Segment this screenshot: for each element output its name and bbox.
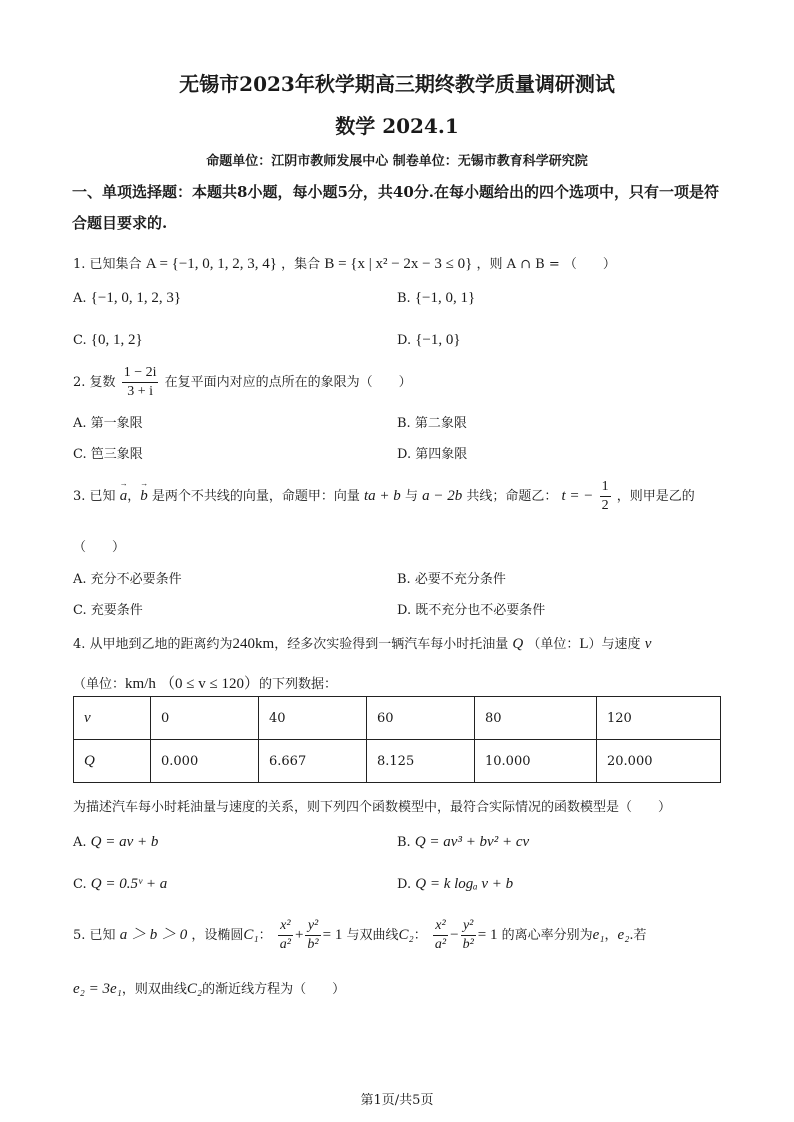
q5-colon-2: ： (413, 928, 427, 943)
q1-option-c-text: {0, 1, 2} (90, 332, 143, 348)
table-cell: 60 (367, 697, 475, 740)
q3-suffix: ，则甲是乙的 (616, 489, 695, 504)
q4-range: （0 ≤ v ≤ 120） (160, 676, 259, 692)
q2-option-d-text: 第四象限 (415, 447, 468, 462)
q5-c1: C₁ (243, 927, 259, 943)
q1-mid: ，集合 (281, 257, 321, 272)
q3-expr1: ta + b (364, 488, 401, 504)
question-5-line-2 (73, 978, 345, 998)
q4-speed-unit: km/h (125, 676, 156, 692)
q2-option-b (397, 412, 467, 431)
q3-option-a (73, 568, 182, 587)
q2-option-d-label: D. (397, 447, 412, 462)
q3-fraction (600, 478, 611, 515)
q5-y2: y² (305, 917, 320, 936)
q2-denominator: 3 + i (127, 384, 153, 399)
q5-b2-2: b² (462, 937, 474, 952)
q3-option-b-text: 必要不充分条件 (414, 572, 506, 587)
q4-data-table (73, 696, 721, 783)
q2-option-a (73, 412, 143, 431)
exam-subtitle: 数学 2024.1 (335, 114, 459, 138)
q4-unit-l: L (579, 636, 589, 652)
table-cell: 20.000 (597, 740, 721, 783)
q5-tail: .若 (629, 928, 647, 943)
q5-x2-2: x² (433, 917, 448, 936)
q4-option-d (397, 876, 513, 893)
q5-eq1-2: = 1 (477, 927, 498, 943)
question-2 (73, 364, 412, 401)
question-1 (73, 253, 616, 273)
q5-eq1: = 1 (322, 927, 343, 943)
table-cell: Q (74, 740, 151, 783)
q3-option-b (397, 568, 506, 587)
q2-option-a-label: A. (73, 416, 87, 431)
q1-option-c-label: C. (73, 333, 87, 348)
q5-frac-x (278, 917, 293, 954)
q3-option-d (397, 599, 545, 618)
q4-option-b (397, 834, 529, 851)
table-cell: 40 (259, 697, 367, 740)
q2-option-c-label: C. (73, 447, 87, 462)
q5-x2: x² (278, 917, 293, 936)
q3-option-c-label: C. (73, 603, 87, 618)
q5-line2-suffix: 的渐近线方程为（ ） (202, 982, 346, 997)
q2-fraction (122, 364, 159, 401)
q5-frac-y-2 (461, 917, 476, 954)
q4-option-a (73, 834, 158, 851)
q3-option-b-label: B. (397, 572, 411, 587)
q3-vector-a: → a (120, 488, 128, 505)
q5-condition: a ＞ b ＞ 0 (119, 927, 188, 943)
q4-prefix: 4. 从甲地到乙地的距离约为 (73, 637, 233, 652)
q2-prefix: 2. 复数 (73, 375, 116, 390)
table-cell: v (74, 697, 151, 740)
q5-e2: e₂ (617, 927, 630, 943)
q3-option-a-text: 充分不必要条件 (90, 572, 182, 587)
table-cell: 8.125 (367, 740, 475, 783)
q1-option-a-label: A. (73, 291, 87, 306)
q5-frac-y (305, 917, 320, 954)
q4-question-text: 为描述汽车每小时耗油量与速度的关系，则下列四个函数模型中，最符合实际情况的函数模型是（ ） (73, 800, 672, 815)
q2-option-b-label: B. (397, 416, 411, 431)
q4-v-symbol: v (644, 636, 652, 652)
question-3 (73, 478, 695, 515)
q3-mid2: 与 (404, 489, 418, 504)
q2-numerator: 1 − 2i (122, 364, 159, 383)
q4-unit-open: （单位： (527, 637, 580, 652)
q3-option-a-label: A. (73, 572, 87, 587)
exam-title: 无锡市2023年秋学期高三期终教学质量调研测试 (179, 72, 615, 96)
q3-option-d-label: D. (397, 603, 412, 618)
q1-suffix: ，则 A ∩ B = （ ） (476, 257, 616, 272)
q3-option-c-text: 充要条件 (90, 603, 143, 618)
q1-set-b: B = {x | x² − 2x − 3 ≤ 0} (324, 256, 473, 272)
page-number: 第1页/共5页 (360, 1093, 434, 1108)
q4-option-d-text: Q = k logₐ v + b (415, 876, 514, 892)
q1-option-b (397, 290, 475, 307)
q3-prefix: 3. 已知 (73, 489, 116, 504)
q5-prefix: 5. 已知 (73, 928, 116, 943)
question-5: 5. 已知 a ＞ b ＞ 0 ，设椭圆C₁： $\frac{\text{x²}}{\text{a²}}$ + $\frac{\text{y²}}{\text{b²}}$ = 1 与双曲线C₂： $\frac{\text{x²}}{\text{a²}}$ − $\frac{\text{y²}}{\text{b²}}$ = 1 的离心率分别为e₁，e₂.若 (73, 918, 647, 952)
table-row (74, 697, 721, 740)
q5-plus: + (294, 927, 304, 943)
q3-expr2: a − 2b (422, 488, 463, 504)
q3-t-numerator: 1 (600, 478, 611, 497)
q5-mid2: 与双曲线 (346, 928, 399, 943)
q5-minus: − (450, 927, 459, 943)
table-cell: 6.667 (259, 740, 367, 783)
table-cell: 120 (597, 697, 721, 740)
q3-option-d-text: 既不充分也不必要条件 (415, 603, 546, 618)
table-row (74, 740, 721, 783)
q1-option-a (73, 290, 181, 307)
q1-set-a: A = {−1, 0, 1, 2, 3, 4} (145, 256, 278, 272)
q5-frac-x-2 (433, 917, 448, 954)
table-cell: 10.000 (475, 740, 597, 783)
q4-mid: ，经多次实验得到一辆汽车每小时托油量 (274, 637, 509, 652)
q2-option-c (73, 443, 143, 462)
q4-option-c-text: Q = 0.5ᵛ + a (90, 876, 168, 892)
q3-mid3: 共线；命题乙： (466, 489, 558, 504)
q4-option-a-label: A. (73, 835, 87, 850)
q3-vector-b: → b (140, 488, 148, 505)
q2-option-a-text: 第一象限 (90, 416, 143, 431)
q1-option-b-text: {−1, 0, 1} (414, 290, 476, 306)
q2-suffix: 在复平面内对应的点所在的象限为（ ） (164, 375, 412, 390)
q3-t-denominator: 2 (601, 498, 609, 513)
table-cell: 0 (151, 697, 259, 740)
q5-mid1: ，设椭圆 (191, 928, 244, 943)
q5-y2-2: y² (461, 917, 476, 936)
q1-prefix: 1. 已知集合 (73, 257, 142, 272)
q5-line2-mid: ，则双曲线 (121, 982, 187, 997)
table-cell: 80 (475, 697, 597, 740)
question-4 (73, 633, 651, 653)
q2-option-d (397, 443, 467, 462)
q3-mid1: 是两个不共线的向量，命题甲：向量 (151, 489, 360, 504)
q5-mid3: 的离心率分别为 (501, 928, 593, 943)
q5-a2: a² (279, 937, 291, 952)
q5-line2-expr: e₂ = 3e₁ (73, 981, 122, 997)
q5-c2: C₂ (398, 927, 414, 943)
q1-option-c (73, 332, 143, 349)
q4-line2-suffix: 的下列数据： (258, 677, 337, 692)
section-heading: 一、单项选择题：本题共8小题，每小题5分，共40分.在每小题给出的四个选项中，只有一项是符合题目要求的. (72, 183, 719, 232)
q4-option-c (73, 876, 167, 893)
q3-bracket: （ ） (73, 540, 126, 555)
q4-line2-prefix: （单位： (73, 677, 126, 692)
q1-option-a-text: {−1, 0, 1, 2, 3} (90, 290, 182, 306)
q5-b2: b² (307, 937, 319, 952)
exam-units: 命题单位：江阴市教师发展中心 制卷单位：无锡市教育科学研究院 (206, 154, 588, 169)
table-cell: 0.000 (151, 740, 259, 783)
q4-option-b-text: Q = av³ + bv² + cv (414, 834, 530, 850)
q1-option-d (397, 332, 461, 349)
q4-option-d-label: D. (397, 877, 412, 892)
q5-line2-c2: C₂ (186, 981, 203, 997)
q1-option-d-label: D. (397, 333, 412, 348)
q2-option-b-text: 第二象限 (414, 416, 467, 431)
q5-e1: e₁ (592, 927, 605, 943)
q3-t-eq: t = − (561, 488, 594, 504)
q1-option-b-label: B. (397, 291, 411, 306)
q5-a2-2: a² (434, 937, 447, 952)
q5-colon: ： (258, 928, 272, 943)
q2-option-c-text: 笆三象限 (90, 447, 143, 462)
q1-option-d-text: {−1, 0} (415, 332, 461, 348)
question-4-line-2 (73, 672, 337, 693)
q4-option-c-label: C. (73, 877, 87, 892)
q4-q-symbol: Q (512, 636, 524, 652)
q4-suffix: ）与速度 (588, 637, 641, 652)
q3-sep: ， (127, 489, 141, 504)
q4-option-a-text: Q = av + b (90, 834, 159, 850)
q3-option-c (73, 599, 143, 618)
q4-distance: 240km (232, 636, 275, 652)
q4-option-b-label: B. (397, 835, 411, 850)
